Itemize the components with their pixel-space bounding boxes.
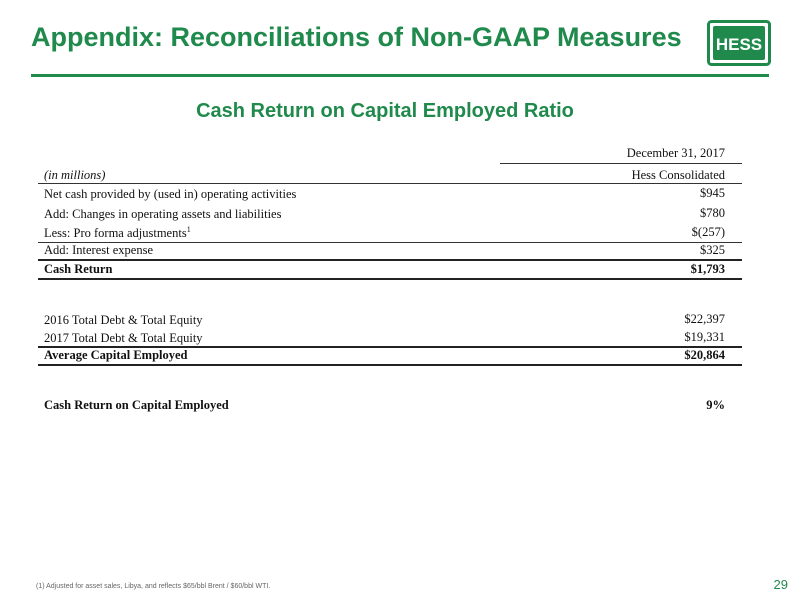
cash-return-label: Cash Return <box>44 262 113 276</box>
row-value-pro-forma: $(257) <box>691 225 725 239</box>
row-value-operating-cash: $945 <box>700 186 725 200</box>
column-header: Hess Consolidated <box>631 168 725 182</box>
row-label-working-capital: Add: Changes in operating assets and liabilities <box>44 207 282 221</box>
page-number: 29 <box>773 577 788 592</box>
section-subtitle: Cash Return on Capital Employed Ratio <box>196 100 574 122</box>
average-capital-value: $20,864 <box>684 348 725 362</box>
ratio-value: 9% <box>706 398 725 412</box>
cash-return-rule <box>38 278 742 280</box>
footnote-ref: 1 <box>186 224 191 234</box>
average-capital-label: Average Capital Employed <box>44 348 188 362</box>
period-header: December 31, 2017 <box>626 146 725 160</box>
footnote: (1) Adjusted for asset sales, Libya, and reflects $65/bbl Brent / $60/bbl WTI. <box>36 583 271 590</box>
cash-return-value: $1,793 <box>690 262 725 276</box>
logo-text: HESS <box>715 35 763 54</box>
pro-forma-label-text: Less: Pro forma adjustments <box>44 226 187 240</box>
row-label-pro-forma <box>44 226 191 241</box>
period-header-rule <box>500 163 742 164</box>
hess-logo <box>707 20 771 66</box>
average-capital-rule <box>38 364 742 366</box>
row-value-interest: $325 <box>700 243 725 257</box>
row-value-2017-capital: $19,331 <box>684 330 725 344</box>
row-label-2017-capital: 2017 Total Debt & Total Equity <box>44 331 203 345</box>
units-label: (in millions) <box>44 168 106 182</box>
row-value-working-capital: $780 <box>700 206 725 220</box>
row-label-operating-cash: Net cash provided by (used in) operating activities <box>44 187 297 201</box>
row-value-2016-capital: $22,397 <box>684 312 725 326</box>
subtotal-rule <box>38 259 742 261</box>
header-rule <box>38 183 742 184</box>
row-label-2016-capital: 2016 Total Debt & Total Equity <box>44 313 203 327</box>
title-divider <box>31 74 769 77</box>
ratio-label: Cash Return on Capital Employed <box>44 398 229 412</box>
page-title: Appendix: Reconciliations of Non-GAAP Measures <box>31 22 682 52</box>
row-label-interest: Add: Interest expense <box>44 243 153 257</box>
